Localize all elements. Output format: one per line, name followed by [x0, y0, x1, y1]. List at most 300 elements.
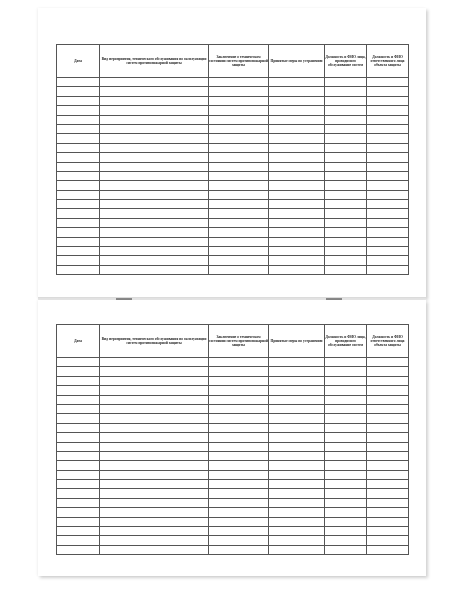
table-cell[interactable] [100, 517, 209, 526]
table-cell[interactable] [325, 433, 367, 442]
table-cell[interactable] [100, 433, 209, 442]
table-cell[interactable] [57, 442, 100, 451]
table-cell[interactable] [325, 247, 367, 256]
table-cell[interactable] [269, 162, 325, 171]
table-cell[interactable] [100, 143, 209, 152]
table-row [57, 171, 409, 180]
table-cell[interactable] [57, 256, 100, 265]
table-cell[interactable] [269, 470, 325, 479]
col-header-measures: Принятые меры по устранению [269, 45, 325, 78]
table-row [57, 461, 409, 470]
table-cell[interactable] [325, 470, 367, 479]
table-cell[interactable] [57, 461, 100, 470]
table-cell[interactable] [367, 442, 409, 451]
table-cell[interactable] [57, 489, 100, 498]
table-cell[interactable] [269, 134, 325, 143]
table-cell[interactable] [269, 181, 325, 190]
table-cell[interactable] [100, 480, 209, 489]
table-cell[interactable] [367, 256, 409, 265]
table-cell[interactable] [325, 228, 367, 237]
table-cell[interactable] [269, 78, 325, 87]
table-cell[interactable] [209, 200, 269, 209]
table-row [57, 96, 409, 105]
table-cell[interactable] [325, 256, 367, 265]
table-cell[interactable] [57, 87, 100, 96]
table-cell[interactable] [269, 218, 325, 227]
table-cell[interactable] [209, 162, 269, 171]
table-cell[interactable] [367, 143, 409, 152]
table-cell[interactable] [325, 96, 367, 105]
table-cell[interactable] [367, 508, 409, 517]
table-cell[interactable] [269, 256, 325, 265]
table-cell[interactable] [367, 376, 409, 385]
table-cell[interactable] [325, 87, 367, 96]
table-cell[interactable] [57, 200, 100, 209]
table-cell[interactable] [269, 143, 325, 152]
table-header-row [57, 325, 409, 358]
table-cell[interactable] [269, 190, 325, 199]
table-cell[interactable] [269, 489, 325, 498]
table-cell[interactable] [325, 442, 367, 451]
table-cell[interactable] [367, 470, 409, 479]
table-cell[interactable] [325, 358, 367, 367]
table-row [57, 115, 409, 124]
table-row [57, 78, 409, 87]
table-cell[interactable] [325, 143, 367, 152]
table-cell[interactable] [325, 395, 367, 404]
table-cell[interactable] [367, 247, 409, 256]
table-cell[interactable] [269, 404, 325, 413]
table-cell[interactable] [269, 395, 325, 404]
table-cell[interactable] [269, 265, 325, 274]
table-cell[interactable] [100, 395, 209, 404]
table-cell[interactable] [209, 508, 269, 517]
table-cell[interactable] [57, 517, 100, 526]
table-cell[interactable] [209, 228, 269, 237]
table-cell[interactable] [100, 124, 209, 133]
table-cell[interactable] [57, 209, 100, 218]
table-cell[interactable] [269, 96, 325, 105]
table-cell[interactable] [367, 153, 409, 162]
table-cell[interactable] [325, 162, 367, 171]
table-cell[interactable] [100, 78, 209, 87]
table-cell[interactable] [209, 237, 269, 246]
table-cell[interactable] [209, 386, 269, 395]
table-cell[interactable] [269, 536, 325, 545]
col-header-conclusion: Заключение о техническом состоянии систем противопожарной защиты [209, 325, 269, 358]
table-cell[interactable] [325, 181, 367, 190]
table-cell[interactable] [57, 367, 100, 376]
table-row [57, 442, 409, 451]
table-cell[interactable] [100, 536, 209, 545]
table-cell[interactable] [100, 134, 209, 143]
table-cell[interactable] [325, 536, 367, 545]
table-row [57, 106, 409, 115]
table-cell[interactable] [57, 376, 100, 385]
table-cell[interactable] [209, 489, 269, 498]
table-row [57, 200, 409, 209]
table-cell[interactable] [209, 461, 269, 470]
table-cell[interactable] [269, 517, 325, 526]
table-cell[interactable] [325, 376, 367, 385]
table-cell[interactable] [57, 134, 100, 143]
table-cell[interactable] [367, 517, 409, 526]
table-cell[interactable] [100, 171, 209, 180]
table-row [57, 423, 409, 432]
table-cell[interactable] [57, 527, 100, 536]
table-cell[interactable] [367, 545, 409, 554]
col-header-responsible-person: Должность и ФИО ответственного лица объекта защиты [367, 45, 409, 78]
table-cell[interactable] [209, 376, 269, 385]
table-cell[interactable] [57, 190, 100, 199]
table-cell[interactable] [367, 96, 409, 105]
table-cell[interactable] [57, 545, 100, 554]
log-table [56, 324, 409, 555]
table-cell[interactable] [100, 247, 209, 256]
table-cell[interactable] [209, 106, 269, 115]
table-cell[interactable] [100, 181, 209, 190]
table-cell[interactable] [57, 404, 100, 413]
table-cell[interactable] [209, 171, 269, 180]
table-row [57, 536, 409, 545]
table-cell[interactable] [269, 451, 325, 460]
table-cell[interactable] [57, 106, 100, 115]
table-cell[interactable] [100, 162, 209, 171]
table-cell[interactable] [209, 442, 269, 451]
table-cell[interactable] [367, 87, 409, 96]
table-cell[interactable] [367, 265, 409, 274]
table-header-row [57, 45, 409, 78]
table-row [57, 470, 409, 479]
table-cell[interactable] [367, 237, 409, 246]
table-cell[interactable] [209, 124, 269, 133]
table-row [57, 386, 409, 395]
table-cell[interactable] [269, 480, 325, 489]
table-cell[interactable] [100, 451, 209, 460]
table-cell[interactable] [269, 106, 325, 115]
table-cell[interactable] [100, 115, 209, 124]
table-cell[interactable] [57, 451, 100, 460]
col-header-activity: Вид мероприятия, технического обслуживания по эксплуатации систем противопожарной защиты [100, 45, 209, 78]
table-cell[interactable] [209, 480, 269, 489]
table-cell[interactable] [325, 106, 367, 115]
table-row [57, 395, 409, 404]
table-cell[interactable] [57, 265, 100, 274]
table-cell[interactable] [367, 181, 409, 190]
table-cell[interactable] [100, 508, 209, 517]
table-cell[interactable] [57, 115, 100, 124]
table-cell[interactable] [100, 358, 209, 367]
table-row [57, 265, 409, 274]
table-cell[interactable] [269, 461, 325, 470]
table-cell[interactable] [269, 228, 325, 237]
table-cell[interactable] [367, 78, 409, 87]
table-cell[interactable] [269, 200, 325, 209]
table-cell[interactable] [367, 171, 409, 180]
table-cell[interactable] [325, 209, 367, 218]
table-cell[interactable] [57, 171, 100, 180]
table-cell[interactable] [269, 442, 325, 451]
table-cell[interactable] [367, 536, 409, 545]
table-cell[interactable] [209, 367, 269, 376]
table-cell[interactable] [57, 414, 100, 423]
table-cell[interactable] [325, 78, 367, 87]
table-cell[interactable] [209, 181, 269, 190]
table-cell[interactable] [269, 527, 325, 536]
table-cell[interactable] [100, 209, 209, 218]
table-cell[interactable] [367, 106, 409, 115]
table-cell[interactable] [57, 498, 100, 507]
table-cell[interactable] [269, 367, 325, 376]
table-row [57, 545, 409, 554]
table-cell[interactable] [367, 218, 409, 227]
table-row [57, 527, 409, 536]
table-cell[interactable] [325, 115, 367, 124]
table-cell[interactable] [269, 209, 325, 218]
table-cell[interactable] [209, 433, 269, 442]
table-row [57, 498, 409, 507]
table-cell[interactable] [209, 536, 269, 545]
table-cell[interactable] [57, 78, 100, 87]
table-cell[interactable] [367, 414, 409, 423]
table-cell[interactable] [269, 115, 325, 124]
table-cell[interactable] [325, 414, 367, 423]
table-cell[interactable] [325, 386, 367, 395]
table-cell[interactable] [100, 87, 209, 96]
table-cell[interactable] [57, 124, 100, 133]
table-row [57, 87, 409, 96]
table-row [57, 376, 409, 385]
table-cell[interactable] [269, 423, 325, 432]
table-cell[interactable] [209, 395, 269, 404]
table-cell[interactable] [325, 124, 367, 133]
table-cell[interactable] [100, 376, 209, 385]
table-cell[interactable] [100, 423, 209, 432]
table-cell[interactable] [57, 96, 100, 105]
table-cell[interactable] [100, 489, 209, 498]
table-cell[interactable] [269, 237, 325, 246]
table-cell[interactable] [57, 237, 100, 246]
table-row [57, 358, 409, 367]
table-cell[interactable] [367, 367, 409, 376]
table-cell[interactable] [367, 124, 409, 133]
table-cell[interactable] [325, 451, 367, 460]
table-row [57, 517, 409, 526]
table-cell[interactable] [367, 480, 409, 489]
table-cell[interactable] [269, 386, 325, 395]
table-cell[interactable] [325, 237, 367, 246]
table-cell[interactable] [100, 498, 209, 507]
table-cell[interactable] [325, 498, 367, 507]
table-cell[interactable] [209, 423, 269, 432]
table-cell[interactable] [209, 451, 269, 460]
table-cell[interactable] [100, 256, 209, 265]
table-cell[interactable] [325, 134, 367, 143]
table-cell[interactable] [367, 461, 409, 470]
table-row [57, 433, 409, 442]
table-cell[interactable] [209, 78, 269, 87]
table-cell[interactable] [209, 190, 269, 199]
table-cell[interactable] [367, 134, 409, 143]
table-cell[interactable] [325, 545, 367, 554]
table-cell[interactable] [269, 433, 325, 442]
table-cell[interactable] [367, 395, 409, 404]
table-cell[interactable] [57, 395, 100, 404]
table-cell[interactable] [325, 404, 367, 413]
table-cell[interactable] [57, 508, 100, 517]
table-cell[interactable] [367, 209, 409, 218]
table-cell[interactable] [57, 218, 100, 227]
table-cell[interactable] [57, 470, 100, 479]
table-cell[interactable] [100, 228, 209, 237]
table-cell[interactable] [269, 414, 325, 423]
table-cell[interactable] [100, 470, 209, 479]
table-cell[interactable] [209, 87, 269, 96]
table-cell[interactable] [57, 228, 100, 237]
table-cell[interactable] [325, 489, 367, 498]
table-cell[interactable] [367, 433, 409, 442]
table-cell[interactable] [209, 115, 269, 124]
table-cell[interactable] [367, 162, 409, 171]
table-row [57, 451, 409, 460]
page-sheet-top [38, 8, 426, 298]
table-cell[interactable] [209, 498, 269, 507]
table-cell[interactable] [209, 470, 269, 479]
table-cell[interactable] [325, 517, 367, 526]
table-cell[interactable] [269, 87, 325, 96]
table-row [57, 153, 409, 162]
table-cell[interactable] [325, 153, 367, 162]
table-cell[interactable] [100, 414, 209, 423]
table-cell[interactable] [209, 247, 269, 256]
table-cell[interactable] [269, 153, 325, 162]
table-cell[interactable] [100, 153, 209, 162]
table-cell[interactable] [367, 404, 409, 413]
col-header-date: Дата [57, 325, 100, 358]
table-cell[interactable] [209, 265, 269, 274]
table-row [57, 480, 409, 489]
table-cell[interactable] [57, 162, 100, 171]
table-cell[interactable] [325, 190, 367, 199]
table-cell[interactable] [57, 247, 100, 256]
table-cell[interactable] [209, 153, 269, 162]
table-cell[interactable] [367, 358, 409, 367]
table-cell[interactable] [57, 536, 100, 545]
table-cell[interactable] [57, 153, 100, 162]
table-cell[interactable] [57, 143, 100, 152]
table-cell[interactable] [100, 386, 209, 395]
col-header-activity: Вид мероприятия, технического обслуживания по эксплуатации систем противопожарной защиты [100, 325, 209, 358]
table-cell[interactable] [57, 423, 100, 432]
table-cell[interactable] [209, 414, 269, 423]
table-cell[interactable] [325, 218, 367, 227]
table-cell[interactable] [367, 386, 409, 395]
table-cell[interactable] [57, 386, 100, 395]
table-cell[interactable] [100, 96, 209, 105]
table-cell[interactable] [367, 498, 409, 507]
table-row [57, 228, 409, 237]
col-header-service-person: Должность и ФИО лица, проводимого обслуживание систем [325, 325, 367, 358]
table-cell[interactable] [367, 190, 409, 199]
table-cell[interactable] [269, 498, 325, 507]
table-cell[interactable] [269, 508, 325, 517]
table-cell[interactable] [209, 256, 269, 265]
table-cell[interactable] [325, 480, 367, 489]
table-cell[interactable] [325, 265, 367, 274]
table-cell[interactable] [367, 489, 409, 498]
table-cell[interactable] [325, 367, 367, 376]
table-cell[interactable] [209, 143, 269, 152]
table-cell[interactable] [100, 200, 209, 209]
table-cell[interactable] [367, 527, 409, 536]
table-cell[interactable] [209, 358, 269, 367]
table-cell[interactable] [57, 181, 100, 190]
table-cell[interactable] [209, 404, 269, 413]
table-cell[interactable] [367, 115, 409, 124]
table-cell[interactable] [209, 209, 269, 218]
table-row [57, 181, 409, 190]
table-cell[interactable] [100, 527, 209, 536]
table-row [57, 134, 409, 143]
table-row [57, 414, 409, 423]
table-cell[interactable] [100, 106, 209, 115]
table-cell[interactable] [57, 358, 100, 367]
table-cell[interactable] [57, 480, 100, 489]
table-cell[interactable] [100, 404, 209, 413]
table-cell[interactable] [269, 376, 325, 385]
table-cell[interactable] [209, 134, 269, 143]
table-cell[interactable] [269, 124, 325, 133]
table-cell[interactable] [325, 200, 367, 209]
table-cell[interactable] [100, 545, 209, 554]
table-cell[interactable] [325, 527, 367, 536]
table-cell[interactable] [100, 265, 209, 274]
table-cell[interactable] [100, 190, 209, 199]
table-row [57, 237, 409, 246]
table-row [57, 218, 409, 227]
table-row [57, 190, 409, 199]
table-row [57, 256, 409, 265]
table-cell[interactable] [269, 545, 325, 554]
table-cell[interactable] [367, 228, 409, 237]
table-cell[interactable] [209, 96, 269, 105]
table-cell[interactable] [57, 433, 100, 442]
table-row [57, 124, 409, 133]
table-row [57, 209, 409, 218]
col-header-conclusion: Заключение о техническом состоянии систем противопожарной защиты [209, 45, 269, 78]
table-cell[interactable] [367, 451, 409, 460]
table-cell[interactable] [100, 461, 209, 470]
table-cell[interactable] [367, 200, 409, 209]
table-cell[interactable] [100, 367, 209, 376]
table-cell[interactable] [367, 423, 409, 432]
table-cell[interactable] [325, 461, 367, 470]
table-cell[interactable] [100, 218, 209, 227]
table-cell[interactable] [325, 171, 367, 180]
table-cell[interactable] [269, 171, 325, 180]
table-cell[interactable] [100, 442, 209, 451]
table-cell[interactable] [325, 423, 367, 432]
table-cell[interactable] [325, 508, 367, 517]
table-row [57, 404, 409, 413]
table-cell[interactable] [100, 237, 209, 246]
table-cell[interactable] [269, 358, 325, 367]
table-cell[interactable] [209, 218, 269, 227]
table-cell[interactable] [209, 517, 269, 526]
table-cell[interactable] [209, 545, 269, 554]
table-cell[interactable] [269, 247, 325, 256]
table-cell[interactable] [209, 527, 269, 536]
